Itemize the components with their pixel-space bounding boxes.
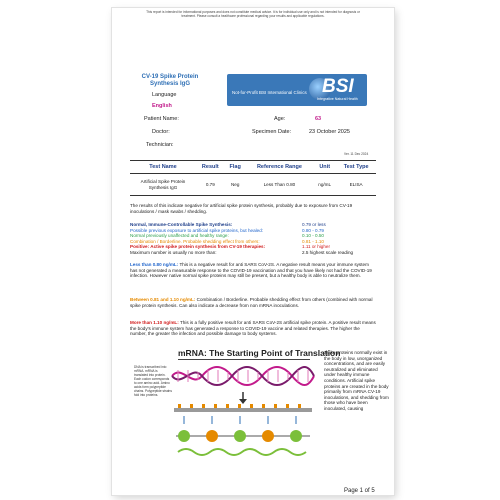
report-title: CV-19 Spike Protein Synthesis IgG <box>141 74 199 87</box>
specimen-date-label: Specimen Date: <box>252 129 292 135</box>
key-range: 0.81 - 1.10 <box>302 238 324 244</box>
figure-title-underline <box>178 359 310 360</box>
key-range: 2.5 highest scale reading <box>302 249 354 255</box>
technician-label: Technician: <box>146 142 174 148</box>
language-value: English <box>152 103 172 109</box>
mrna-strand-icon <box>174 404 312 412</box>
amino-acid-chain-icon <box>176 430 310 442</box>
cell-reference-range: Less Than 0.80 <box>246 174 313 196</box>
logo-subtitle: Integrative Natural Health <box>317 97 358 101</box>
patient-name-label: Patient Name: <box>144 116 179 122</box>
paragraph-positive <box>130 320 376 337</box>
age-label: Age: <box>274 116 286 122</box>
arrow-down-icon <box>239 392 247 404</box>
dna-helix-icon <box>172 367 314 385</box>
mrna-translation-diagram <box>170 362 316 462</box>
paragraph-lead: Between 0.81 and 1.10 ng/mL: <box>130 297 196 302</box>
banner-text: Not-for-Profit BSI International Clinics <box>232 90 307 95</box>
key-label: Possible previous exposure to artificial spike proteins, but healed: <box>130 227 264 233</box>
cell-unit: ng/mL <box>313 174 336 196</box>
language-label: Language <box>152 92 177 98</box>
key-label: Combination / Borderline. Probable shedding effect from others: <box>130 238 260 244</box>
cell-result: 0.79 <box>196 174 225 196</box>
age-value: 63 <box>315 116 322 122</box>
results-table <box>130 160 376 196</box>
key-range: 0.79 or less <box>302 222 326 227</box>
paragraph-lead: More than 1.10 ng/mL: <box>130 320 179 325</box>
version-label: Ver. 11 Dec 2024 <box>344 152 369 156</box>
key-row <box>130 250 380 256</box>
cell-flag: Neg <box>225 174 246 196</box>
figure-title: mRNA: The Starting Point of Translation <box>178 348 341 358</box>
disclaimer-text: This report is intended for informational purposes and does not constitute medical advice. It is for individual use only and is not intended for diagnosis or treatment. Please consult a healthcare professional regarding your results and applicable regulations. <box>146 10 360 19</box>
key-label: Positive: Active spike protein synthesis from CV-19 therapies: <box>130 244 266 250</box>
col-test-type: Test Type <box>336 161 376 174</box>
side-paragraph: Spike proteins normally exist in the body in low, unorganized concentrations, and are easily neutralized and eliminated under healthy immune conditions. Artificial spike proteins are created in the body primarily from mRNA CV-19 inoculations, and shedding from those who have been inoculated, causing <box>324 350 389 411</box>
intro-paragraph: The results of this indicate negative for artificial spike protein synthesis, probably due to exposure from CV-19 inoculations / mask swabs / shedding. <box>130 203 353 214</box>
paragraph-lead: Less than 0.80 ng/mL: <box>130 262 179 267</box>
col-reference-range: Reference Range <box>246 161 313 174</box>
report-page <box>112 8 394 495</box>
col-unit: Unit <box>313 161 336 174</box>
paragraph-body: This is a fully positive result for anti SARS CoV-2S artificial spike protein. A positive result means the body's immune system has generated a response to COVID-19 vaccine and related therapies. The higher the number, the greater the infection and possible damage to body systems. <box>130 320 376 337</box>
codon-arrows-icon <box>184 416 296 424</box>
key-range: 1.11 or higher <box>302 244 331 250</box>
table-header-row <box>130 161 376 174</box>
paragraph-negative <box>130 262 376 279</box>
key-range: 0.80 - 0.79 <box>302 227 324 233</box>
result-key <box>130 222 380 256</box>
paragraph-body: Combination / Borderline. Probable shedding effect from others (combined with normal spike protein synthesis. Can also indicate a decrease from non mRNA inoculations. <box>130 297 373 308</box>
doctor-label: Doctor: <box>152 129 170 135</box>
protein-fold-icon <box>178 449 306 455</box>
col-test-name: Test Name <box>130 161 196 174</box>
key-label: Normal, Immune-Controllable Spike Synthesis: <box>130 222 233 227</box>
page-number: Page 1 of 5 <box>344 488 375 494</box>
col-result: Result <box>196 161 225 174</box>
figure-labels: DNA is transcribed into mRNA. mRNA is translated into protein. Each codon corresponds to one amino acid. Amino acids form polypeptide chains. Polypeptide strains fold into proteins. <box>134 365 172 397</box>
paragraph-borderline <box>130 297 376 308</box>
paragraph-body: This is a negative result for anti SARS CoV-2S. A negative result means your immune system has not generated a measurable response to the COVID-19 vaccination and that you have likely not had the COVID-19 infection. However native normal spike proteins may still be present, but a healthy body is able to neutralize them. <box>130 262 372 279</box>
specimen-date-value: 23 October 2025 <box>309 129 350 135</box>
key-label: Normal previously unaffected and healthy range: <box>130 233 229 239</box>
key-label: Maximum number is usually no more than: <box>130 249 217 255</box>
col-flag: Flag <box>225 161 246 174</box>
key-range: 0.10 - 0.50 <box>302 233 324 239</box>
cell-test-name: Artificial Spike Protein Synthesis IgG <box>130 174 196 196</box>
cell-test-type: ELISA <box>336 174 376 196</box>
bsi-logo: BSI <box>322 76 354 97</box>
table-row <box>130 174 376 196</box>
